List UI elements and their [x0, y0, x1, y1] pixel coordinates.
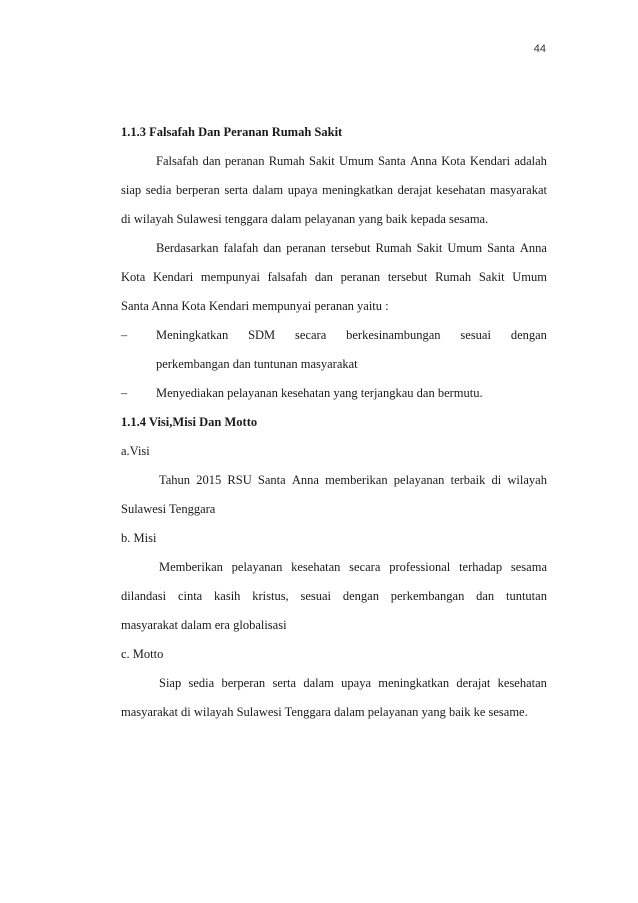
- word: Kota: [441, 154, 466, 168]
- word: Anna: [409, 154, 438, 168]
- word: terhadap: [459, 560, 503, 574]
- word: sesuai: [300, 589, 332, 603]
- word: sedia: [188, 676, 215, 690]
- word: Rumah: [375, 241, 412, 255]
- word: RSU: [227, 473, 252, 487]
- word: professional: [389, 560, 451, 574]
- word: dan: [314, 270, 333, 284]
- paragraph-line: Santa Anna Kota Kendari mempunyai peranan yaitu :: [121, 299, 389, 313]
- word: berperan: [221, 676, 266, 690]
- word: peranan: [340, 270, 381, 284]
- word: Kendari: [152, 270, 194, 284]
- word: Sakit: [416, 241, 443, 255]
- word: upaya: [341, 676, 371, 690]
- paragraph-line: di wilayah Sulawesi tenggara dalam pelayanan yang baik kepada sesama.: [121, 212, 489, 226]
- word: dengan: [510, 328, 547, 342]
- word: SDM: [248, 328, 276, 342]
- bullet-item: [121, 379, 547, 408]
- word: Tahun: [159, 473, 191, 487]
- word: dan: [263, 241, 282, 255]
- word: mempunyai: [200, 270, 260, 284]
- word: Santa: [377, 154, 406, 168]
- paragraph-line: Sulawesi Tenggara: [121, 502, 216, 516]
- word: dan: [476, 589, 495, 603]
- word: Kota: [121, 270, 146, 284]
- word: terbaik: [450, 473, 486, 487]
- paragraph-line: [121, 553, 547, 582]
- bullet-continuation: [121, 350, 547, 379]
- word: Anna: [291, 473, 319, 487]
- bullet-dash: –: [121, 386, 128, 400]
- word: kesehatan: [436, 183, 486, 197]
- word: falsafah: [267, 270, 308, 284]
- word: upaya: [287, 183, 318, 197]
- paragraph-line: [121, 234, 547, 263]
- word: Falsafah: [156, 154, 199, 168]
- word: dilandasi: [121, 589, 167, 603]
- word: kesehatan: [291, 560, 341, 574]
- word: Meningkatkan: [156, 328, 229, 342]
- section-heading-falsafah: 1.1.3 Falsafah Dan Peranan Rumah Sakit: [121, 125, 343, 139]
- word: dan: [202, 154, 221, 168]
- word: Santa: [487, 241, 515, 255]
- word: pelayanan: [231, 560, 283, 574]
- word: dalam: [303, 676, 334, 690]
- word: wilayah: [507, 473, 547, 487]
- word: adalah: [514, 154, 547, 168]
- paragraph-line: [121, 582, 547, 611]
- section-heading-visi-misi: 1.1.4 Visi,Misi Dan Motto: [121, 415, 258, 429]
- bullet-dash: –: [121, 328, 128, 342]
- word: secara: [295, 328, 327, 342]
- paragraph-line: [121, 669, 547, 698]
- word: Rumah: [435, 270, 472, 284]
- word: Umum: [512, 270, 547, 284]
- word: secara: [349, 560, 381, 574]
- word: masyarakat: [490, 183, 547, 197]
- word: siap: [121, 183, 142, 197]
- bullet-item: [121, 321, 547, 350]
- word: Umum: [447, 241, 483, 255]
- page-number: 44: [533, 43, 546, 55]
- word: Siap: [159, 676, 182, 690]
- word: memberikan: [325, 473, 388, 487]
- bullet-text: perkembangan dan tuntunan masyarakat: [156, 357, 358, 371]
- word: Sakit: [309, 154, 335, 168]
- paragraph-line: [121, 147, 547, 176]
- word: serta: [272, 676, 297, 690]
- word: peranan: [224, 154, 265, 168]
- word: tuntutan: [505, 589, 547, 603]
- paragraph-line: masyarakat dalam era globalisasi: [121, 618, 287, 632]
- word: Kendari: [469, 154, 511, 168]
- word: sedia: [145, 183, 172, 197]
- word: meningkatkan: [322, 183, 393, 197]
- word: cinta: [177, 589, 203, 603]
- word: kristus,: [252, 589, 289, 603]
- word: falafah: [223, 241, 259, 255]
- word: sesama: [510, 560, 547, 574]
- word: di: [491, 473, 502, 487]
- word: Berdasarkan: [156, 241, 219, 255]
- word: pelayanan: [393, 473, 445, 487]
- word: berperan: [176, 183, 220, 197]
- bullet-text: [156, 321, 547, 350]
- paragraph-line: masyarakat di wilayah Sulawesi Tenggara dalam pelayanan yang baik ke sesame.: [121, 705, 528, 719]
- word: kesehatan: [497, 676, 547, 690]
- word: dengan: [342, 589, 379, 603]
- word: meningkatkan: [378, 676, 450, 690]
- word: dalam: [252, 183, 284, 197]
- word: peranan: [286, 241, 326, 255]
- word: Sakit: [478, 270, 505, 284]
- document-body: [121, 118, 547, 727]
- visi-label: a.Visi: [121, 444, 150, 458]
- paragraph-line: [121, 263, 547, 292]
- word: Santa: [257, 473, 286, 487]
- motto-label: c. Motto: [121, 647, 164, 661]
- word: serta: [224, 183, 248, 197]
- word: derajat: [397, 183, 432, 197]
- word: kasih: [214, 589, 241, 603]
- word: perkembangan: [390, 589, 465, 603]
- word: sesuai: [460, 328, 491, 342]
- paragraph-line: [121, 176, 547, 205]
- word: tersebut: [330, 241, 371, 255]
- word: berkesinambungan: [346, 328, 441, 342]
- word: Rumah: [268, 154, 305, 168]
- word: Umum: [338, 154, 374, 168]
- word: Memberikan: [159, 560, 223, 574]
- word: tersebut: [387, 270, 428, 284]
- word: Anna: [519, 241, 547, 255]
- misi-label: b. Misi: [121, 531, 157, 545]
- word: derajat: [456, 676, 491, 690]
- paragraph-line: [121, 466, 547, 495]
- bullet-text: Menyediakan pelayanan kesehatan yang terjangkau dan bermutu.: [156, 386, 483, 400]
- word: 2015: [196, 473, 222, 487]
